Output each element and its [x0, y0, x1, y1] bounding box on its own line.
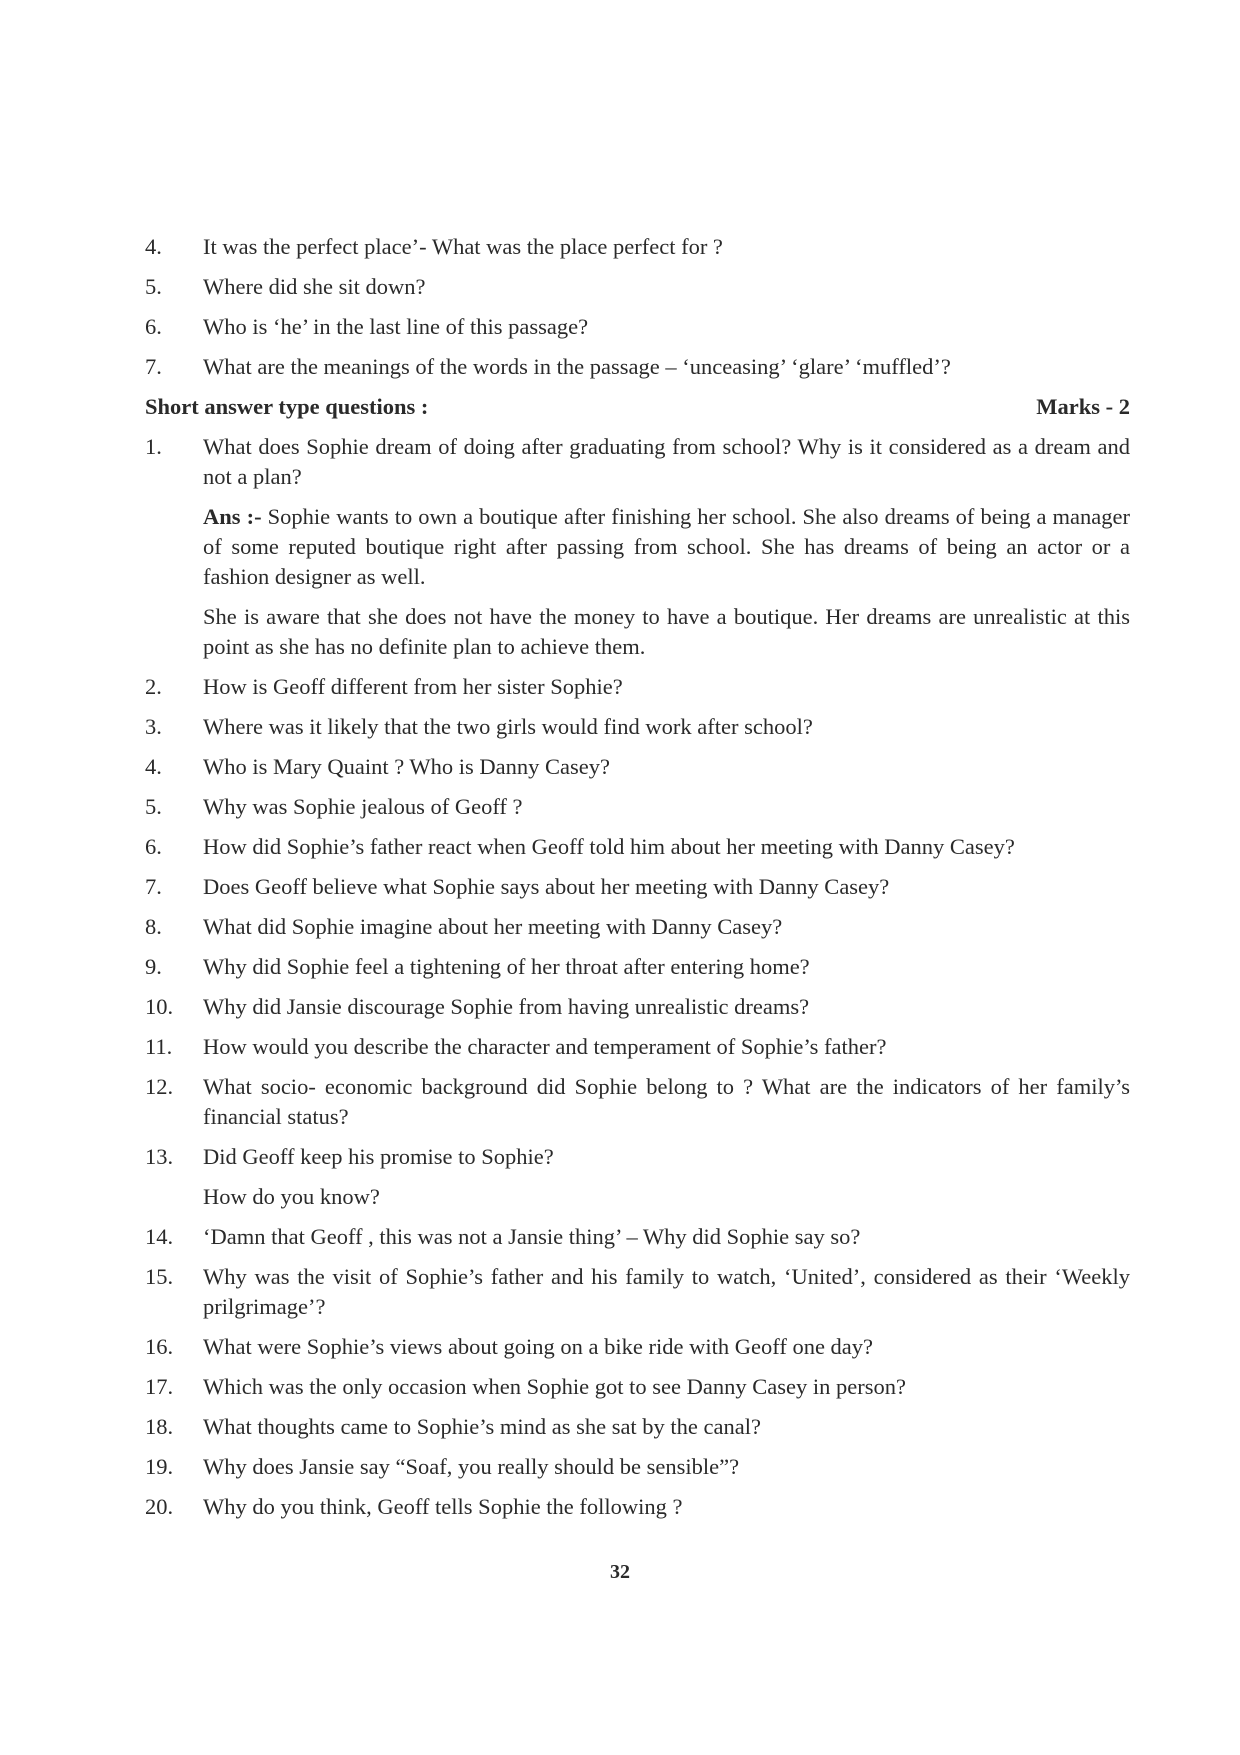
page-content	[145, 232, 1130, 1532]
question-number: 7.	[145, 354, 162, 379]
question-text: Why did Sophie feel a tightening of her throat after entering home?	[203, 954, 810, 979]
answer-text: Sophie wants to own a boutique after finishing her school. She also dreams of being a manager of some reputed boutique right after passing from school. She has dreams of being an actor or a fashion designer as well.	[203, 504, 1130, 589]
question-item	[145, 832, 1130, 862]
question-number: 17.	[145, 1374, 174, 1399]
question-number: 19.	[145, 1454, 174, 1479]
question-item	[145, 1262, 1130, 1322]
question-text: Did Geoff keep his promise to Sophie?	[203, 1144, 554, 1169]
question-number: 13.	[145, 1144, 174, 1169]
answer-paragraph	[145, 602, 1130, 662]
question-number: 12.	[145, 1074, 174, 1099]
question-number: 16.	[145, 1334, 174, 1359]
answer-label: Ans :-	[203, 504, 262, 529]
question-number: 7.	[145, 874, 162, 899]
question-text: How do you know?	[203, 1184, 380, 1209]
question-item	[145, 1372, 1130, 1402]
question-text: How would you describe the character and temperament of Sophie’s father?	[203, 1034, 887, 1059]
question-item	[145, 1142, 1130, 1172]
question-number: 1.	[145, 434, 162, 459]
question-number: 5.	[145, 274, 162, 299]
question-text: Why do you think, Geoff tells Sophie the following ?	[203, 1494, 683, 1519]
question-continuation	[145, 1182, 1130, 1212]
question-number: 4.	[145, 234, 162, 259]
question-item	[145, 1492, 1130, 1522]
question-number: 6.	[145, 314, 162, 339]
section-header	[145, 392, 1130, 422]
question-item	[145, 872, 1130, 902]
question-item	[145, 752, 1130, 782]
question-number: 10.	[145, 994, 174, 1019]
question-text: What are the meanings of the words in the passage – ‘unceasing’ ‘glare’ ‘muffled’?	[203, 354, 951, 379]
question-item	[145, 792, 1130, 822]
question-text: Who is Mary Quaint ? Who is Danny Casey?	[203, 754, 610, 779]
question-number: 9.	[145, 954, 162, 979]
question-text: ‘Damn that Geoff , this was not a Jansie thing’ – Why did Sophie say so?	[203, 1224, 861, 1249]
question-text: Where did she sit down?	[203, 274, 426, 299]
question-text: Why does Jansie say “Soaf, you really should be sensible”?	[203, 1454, 740, 1479]
question-number: 11.	[145, 1034, 173, 1059]
question-number: 8.	[145, 914, 162, 939]
question-text: How did Sophie’s father react when Geoff told him about her meeting with Danny Casey?	[203, 834, 1015, 859]
question-item	[145, 712, 1130, 742]
page-number: 32	[610, 1561, 630, 1583]
question-number: 5.	[145, 794, 162, 819]
question-text: Which was the only occasion when Sophie got to see Danny Casey in person?	[203, 1374, 906, 1399]
question-number: 3.	[145, 714, 162, 739]
answer-paragraph	[145, 502, 1130, 592]
question-text: Where was it likely that the two girls would find work after school?	[203, 714, 813, 739]
question-item	[145, 272, 1130, 302]
question-text: What thoughts came to Sophie’s mind as she sat by the canal?	[203, 1414, 761, 1439]
question-text: How is Geoff different from her sister Sophie?	[203, 674, 623, 699]
question-item	[145, 1332, 1130, 1362]
question-number: 2.	[145, 674, 162, 699]
question-text: What socio- economic background did Sophie belong to ? What are the indicators of her family’s financial status?	[203, 1074, 1130, 1129]
question-text: Does Geoff believe what Sophie says about her meeting with Danny Casey?	[203, 874, 890, 899]
question-number: 20.	[145, 1494, 174, 1519]
answer-text: She is aware that she does not have the money to have a boutique. Her dreams are unrealistic at this point as she has no definite plan to achieve them.	[203, 604, 1130, 659]
question-item	[145, 352, 1130, 382]
question-text: What did Sophie imagine about her meeting with Danny Casey?	[203, 914, 783, 939]
question-text: Who is ‘he’ in the last line of this passage?	[203, 314, 589, 339]
question-item	[145, 672, 1130, 702]
question-item	[145, 952, 1130, 982]
question-item	[145, 1222, 1130, 1252]
question-item	[145, 432, 1130, 492]
question-item	[145, 992, 1130, 1022]
question-text: It was the perfect place’- What was the place perfect for ?	[203, 234, 723, 259]
question-number: 14.	[145, 1224, 174, 1249]
question-item	[145, 1452, 1130, 1482]
question-number: 18.	[145, 1414, 174, 1439]
question-item	[145, 312, 1130, 342]
section-title: Short answer type questions :	[145, 394, 429, 419]
question-text: Why was the visit of Sophie’s father and his family to watch, ‘United’, considered as their ‘Weekly prilgrimage’?	[203, 1264, 1130, 1319]
question-item	[145, 912, 1130, 942]
question-text: What does Sophie dream of doing after graduating from school? Why is it considered as a dream and not a plan?	[203, 434, 1130, 489]
question-text: Why was Sophie jealous of Geoff ?	[203, 794, 523, 819]
question-number: 4.	[145, 754, 162, 779]
question-item	[145, 1412, 1130, 1442]
question-item	[145, 1032, 1130, 1062]
question-text: What were Sophie’s views about going on a bike ride with Geoff one day?	[203, 1334, 874, 1359]
question-text: Why did Jansie discourage Sophie from having unrealistic dreams?	[203, 994, 810, 1019]
question-item	[145, 232, 1130, 262]
section-marks: Marks - 2	[1036, 394, 1130, 419]
question-number: 15.	[145, 1264, 174, 1289]
question-item	[145, 1072, 1130, 1132]
question-number: 6.	[145, 834, 162, 859]
